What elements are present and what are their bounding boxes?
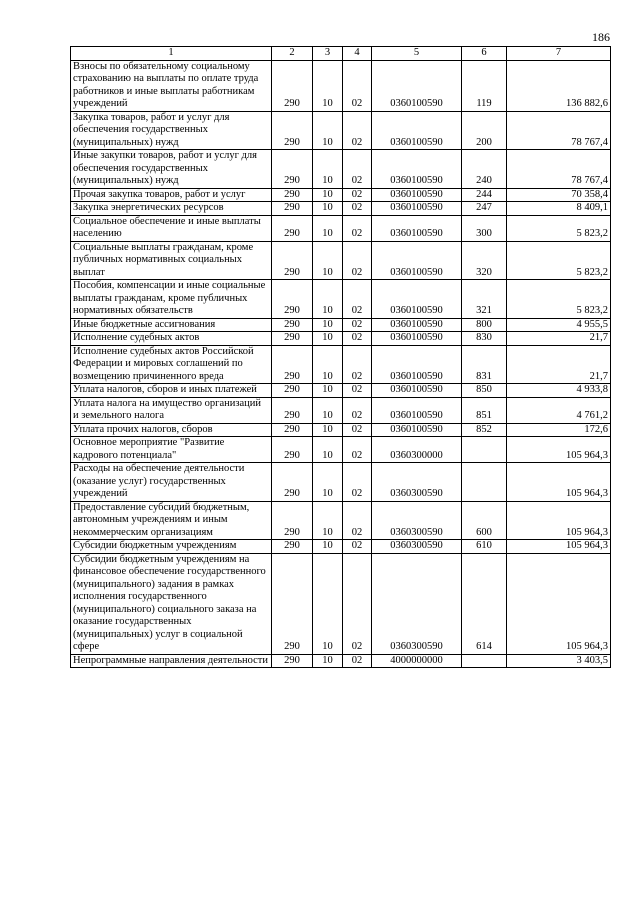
subsection-code: 02 xyxy=(343,437,372,463)
target-article-code: 0360300590 xyxy=(372,501,462,540)
item-name: Предоставление субсидий бюджетным, автономным учреждениям и иным некоммерческим организациям xyxy=(71,501,272,540)
table-row xyxy=(71,501,611,540)
table-row xyxy=(71,188,611,202)
item-name: Иные бюджетные ассигнования xyxy=(71,318,272,332)
section-code: 10 xyxy=(313,501,343,540)
expense-type-code: 830 xyxy=(462,332,507,346)
item-name: Непрограммные направления деятельности xyxy=(71,654,272,668)
ministry-code: 290 xyxy=(272,654,313,668)
item-name: Закупка товаров, работ и услуг для обеспечения государственных (муниципальных) нужд xyxy=(71,111,272,150)
table-row xyxy=(71,423,611,437)
table-row xyxy=(71,202,611,216)
item-name: Субсидии бюджетным учреждениям xyxy=(71,540,272,554)
ministry-code: 290 xyxy=(272,318,313,332)
column-header: 7 xyxy=(507,47,611,61)
section-code: 10 xyxy=(313,241,343,280)
ministry-code: 290 xyxy=(272,188,313,202)
subsection-code: 02 xyxy=(343,241,372,280)
subsection-code: 02 xyxy=(343,423,372,437)
target-article-code: 0360100590 xyxy=(372,345,462,384)
item-name: Уплата налога на имущество организаций и земельного налога xyxy=(71,397,272,423)
target-article-code: 0360100590 xyxy=(372,215,462,241)
subsection-code: 02 xyxy=(343,332,372,346)
ministry-code: 290 xyxy=(272,553,313,654)
subsection-code: 02 xyxy=(343,202,372,216)
table-row xyxy=(71,318,611,332)
subsection-code: 02 xyxy=(343,111,372,150)
section-code: 10 xyxy=(313,540,343,554)
section-code: 10 xyxy=(313,188,343,202)
expense-type-code: 300 xyxy=(462,215,507,241)
ministry-code: 290 xyxy=(272,111,313,150)
ministry-code: 290 xyxy=(272,241,313,280)
item-name: Исполнение судебных актов xyxy=(71,332,272,346)
item-name: Уплата налогов, сборов и иных платежей xyxy=(71,384,272,398)
subsection-code: 02 xyxy=(343,60,372,111)
target-article-code: 0360100590 xyxy=(372,332,462,346)
amount: 4 933,8 xyxy=(507,384,611,398)
target-article-code: 0360300590 xyxy=(372,540,462,554)
target-article-code: 0360300000 xyxy=(372,437,462,463)
target-article-code: 0360100590 xyxy=(372,241,462,280)
amount: 105 964,3 xyxy=(507,437,611,463)
amount: 5 823,2 xyxy=(507,215,611,241)
column-header: 2 xyxy=(272,47,313,61)
table-row xyxy=(71,345,611,384)
expense-type-code: 321 xyxy=(462,280,507,319)
amount: 172,6 xyxy=(507,423,611,437)
table-row xyxy=(71,540,611,554)
section-code: 10 xyxy=(313,60,343,111)
amount: 105 964,3 xyxy=(507,540,611,554)
item-name: Основное мероприятие "Развитие кадрового потенциала" xyxy=(71,437,272,463)
section-code: 10 xyxy=(313,397,343,423)
target-article-code: 0360300590 xyxy=(372,553,462,654)
table-row xyxy=(71,280,611,319)
amount: 4 761,2 xyxy=(507,397,611,423)
expense-type-code: 244 xyxy=(462,188,507,202)
ministry-code: 290 xyxy=(272,463,313,502)
section-code: 10 xyxy=(313,437,343,463)
amount: 78 767,4 xyxy=(507,111,611,150)
target-article-code: 0360100590 xyxy=(372,202,462,216)
subsection-code: 02 xyxy=(343,553,372,654)
expense-type-code: 831 xyxy=(462,345,507,384)
ministry-code: 290 xyxy=(272,345,313,384)
page-number: 186 xyxy=(592,30,610,44)
section-code: 10 xyxy=(313,654,343,668)
item-name: Социальное обеспечение и иные выплаты населению xyxy=(71,215,272,241)
amount: 21,7 xyxy=(507,332,611,346)
expense-type-code: 200 xyxy=(462,111,507,150)
expense-type-code: 614 xyxy=(462,553,507,654)
expense-type-code: 851 xyxy=(462,397,507,423)
amount: 105 964,3 xyxy=(507,501,611,540)
target-article-code: 0360100590 xyxy=(372,423,462,437)
item-name: Прочая закупка товаров, работ и услуг xyxy=(71,188,272,202)
amount: 5 823,2 xyxy=(507,280,611,319)
expense-type-code: 119 xyxy=(462,60,507,111)
column-number-row xyxy=(71,47,611,61)
expense-type-code: 247 xyxy=(462,202,507,216)
ministry-code: 290 xyxy=(272,437,313,463)
section-code: 10 xyxy=(313,318,343,332)
section-code: 10 xyxy=(313,384,343,398)
expense-type-code: 850 xyxy=(462,384,507,398)
amount: 105 964,3 xyxy=(507,463,611,502)
amount: 5 823,2 xyxy=(507,241,611,280)
ministry-code: 290 xyxy=(272,423,313,437)
subsection-code: 02 xyxy=(343,188,372,202)
expense-type-code xyxy=(462,654,507,668)
item-name: Уплата прочих налогов, сборов xyxy=(71,423,272,437)
ministry-code: 290 xyxy=(272,384,313,398)
amount: 4 955,5 xyxy=(507,318,611,332)
target-article-code: 0360100590 xyxy=(372,397,462,423)
section-code: 10 xyxy=(313,423,343,437)
table-row xyxy=(71,332,611,346)
item-name: Пособия, компенсации и иные социальные выплаты гражданам, кроме публичных нормативных обязательств xyxy=(71,280,272,319)
target-article-code: 0360100590 xyxy=(372,384,462,398)
item-name: Иные закупки товаров, работ и услуг для обеспечения государственных (муниципальных) нужд xyxy=(71,150,272,189)
budget-table xyxy=(70,46,611,668)
target-article-code: 0360100590 xyxy=(372,318,462,332)
subsection-code: 02 xyxy=(343,280,372,319)
column-header: 1 xyxy=(71,47,272,61)
amount: 3 403,5 xyxy=(507,654,611,668)
table-row xyxy=(71,463,611,502)
ministry-code: 290 xyxy=(272,60,313,111)
subsection-code: 02 xyxy=(343,384,372,398)
expense-type-code: 600 xyxy=(462,501,507,540)
amount: 78 767,4 xyxy=(507,150,611,189)
table-row xyxy=(71,215,611,241)
table-row xyxy=(71,437,611,463)
table-row xyxy=(71,654,611,668)
item-name: Субсидии бюджетным учреждениям на финансовое обеспечение государственного (муниципального) задания в рамках исполнения государственного (муниципального) социального заказа на оказание государственных (муниципальных) услуг в социальной сфере xyxy=(71,553,272,654)
amount: 136 882,6 xyxy=(507,60,611,111)
section-code: 10 xyxy=(313,215,343,241)
amount: 8 409,1 xyxy=(507,202,611,216)
table-row xyxy=(71,553,611,654)
column-header: 5 xyxy=(372,47,462,61)
section-code: 10 xyxy=(313,280,343,319)
table-row xyxy=(71,60,611,111)
subsection-code: 02 xyxy=(343,215,372,241)
section-code: 10 xyxy=(313,111,343,150)
subsection-code: 02 xyxy=(343,397,372,423)
expense-type-code xyxy=(462,463,507,502)
item-name: Социальные выплаты гражданам, кроме публичных нормативных социальных выплат xyxy=(71,241,272,280)
ministry-code: 290 xyxy=(272,280,313,319)
item-name: Взносы по обязательному социальному страхованию на выплаты по оплате труда работников и иные выплаты работникам учреждений xyxy=(71,60,272,111)
expense-type-code: 240 xyxy=(462,150,507,189)
subsection-code: 02 xyxy=(343,345,372,384)
target-article-code: 0360100590 xyxy=(372,150,462,189)
column-header: 4 xyxy=(343,47,372,61)
target-article-code: 0360100590 xyxy=(372,188,462,202)
item-name: Расходы на обеспечение деятельности (оказание услуг) государственных учреждений xyxy=(71,463,272,502)
target-article-code: 0360100590 xyxy=(372,111,462,150)
section-code: 10 xyxy=(313,553,343,654)
ministry-code: 290 xyxy=(272,202,313,216)
expense-type-code: 610 xyxy=(462,540,507,554)
ministry-code: 290 xyxy=(272,501,313,540)
amount: 105 964,3 xyxy=(507,553,611,654)
ministry-code: 290 xyxy=(272,215,313,241)
target-article-code: 4000000000 xyxy=(372,654,462,668)
item-name: Исполнение судебных актов Российской Федерации и мировых соглашений по возмещению причиненного вреда xyxy=(71,345,272,384)
table-row xyxy=(71,384,611,398)
target-article-code: 0360100590 xyxy=(372,60,462,111)
subsection-code: 02 xyxy=(343,501,372,540)
section-code: 10 xyxy=(313,332,343,346)
expense-type-code: 320 xyxy=(462,241,507,280)
table-row xyxy=(71,397,611,423)
subsection-code: 02 xyxy=(343,463,372,502)
target-article-code: 0360100590 xyxy=(372,280,462,319)
section-code: 10 xyxy=(313,345,343,384)
table-row xyxy=(71,241,611,280)
amount: 21,7 xyxy=(507,345,611,384)
section-code: 10 xyxy=(313,202,343,216)
expense-type-code xyxy=(462,437,507,463)
column-header: 6 xyxy=(462,47,507,61)
subsection-code: 02 xyxy=(343,318,372,332)
ministry-code: 290 xyxy=(272,397,313,423)
ministry-code: 290 xyxy=(272,540,313,554)
subsection-code: 02 xyxy=(343,540,372,554)
expense-type-code: 800 xyxy=(462,318,507,332)
table-row xyxy=(71,111,611,150)
column-header: 3 xyxy=(313,47,343,61)
section-code: 10 xyxy=(313,150,343,189)
subsection-code: 02 xyxy=(343,654,372,668)
section-code: 10 xyxy=(313,463,343,502)
subsection-code: 02 xyxy=(343,150,372,189)
target-article-code: 0360300590 xyxy=(372,463,462,502)
amount: 70 358,4 xyxy=(507,188,611,202)
expense-type-code: 852 xyxy=(462,423,507,437)
item-name: Закупка энергетических ресурсов xyxy=(71,202,272,216)
table-row xyxy=(71,150,611,189)
ministry-code: 290 xyxy=(272,332,313,346)
ministry-code: 290 xyxy=(272,150,313,189)
